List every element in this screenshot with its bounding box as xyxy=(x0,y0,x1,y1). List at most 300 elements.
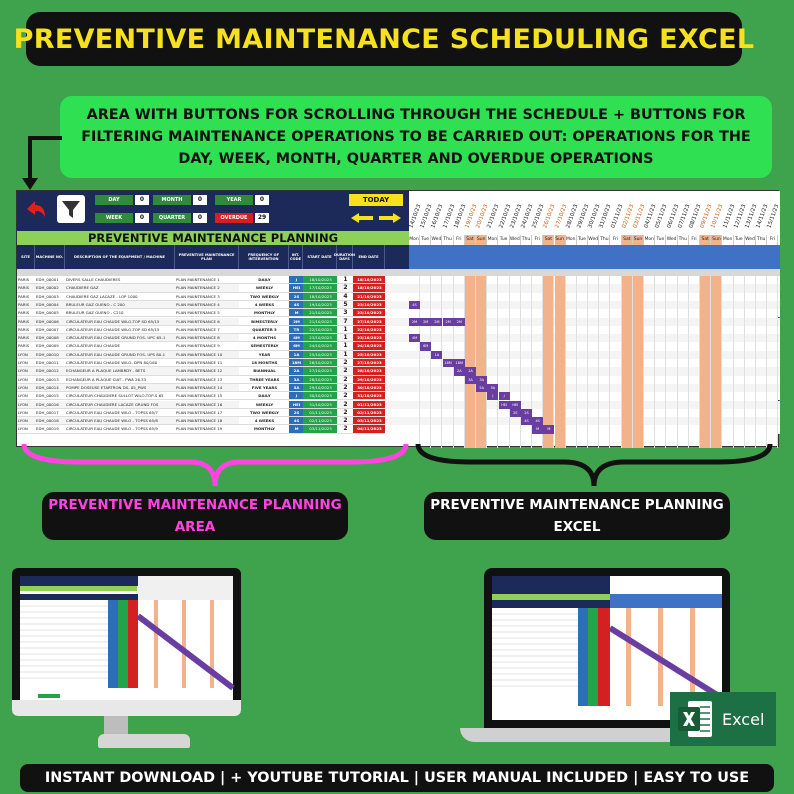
cell-start: 27/10/2023 xyxy=(303,367,337,375)
date-label: 28/10/23 xyxy=(565,203,580,229)
cell-start: 30/10/2023 xyxy=(303,392,337,400)
cell-site: PARIS xyxy=(17,301,35,309)
gantt-grid xyxy=(409,276,780,448)
column-header: FREQUENCY OF INTERVENTION xyxy=(239,245,289,269)
cell-site: LYON xyxy=(17,359,35,367)
cell-desc: CIRCULATEUR EAU CHAUDE WILO-TOP SD 65/15 xyxy=(65,318,175,326)
back-arrow-icon[interactable] xyxy=(21,195,49,223)
day-name: Sat xyxy=(465,235,476,245)
cell-days: 2 xyxy=(337,284,353,292)
cell-days: 2 xyxy=(337,392,353,400)
cell-freq: 18 MONTHS xyxy=(239,359,289,367)
date-label: 18/10/23 xyxy=(453,203,468,229)
cell-freq: QUARTER 3 xyxy=(239,326,289,334)
gantt-column xyxy=(566,276,577,448)
cell-machine: EDH_00015 xyxy=(35,392,65,400)
cell-freq: TWO WEEKLY xyxy=(239,409,289,417)
column-header: PREVENTIVE MAINTENANCE PLAN xyxy=(175,245,239,269)
cell-freq: DAILY xyxy=(239,276,289,284)
cell-start: 03/11/2023 xyxy=(303,425,337,433)
day-name: Tue xyxy=(655,235,666,245)
cell-code: 4M xyxy=(289,334,303,342)
date-label: 29/10/23 xyxy=(576,203,591,229)
cell-days: 4 xyxy=(337,293,353,301)
control-panel xyxy=(17,191,409,231)
day-name: Sun xyxy=(633,235,644,245)
day-name: Fri xyxy=(532,235,543,245)
cell-days: 1 xyxy=(337,351,353,359)
day-name: Fri xyxy=(689,235,700,245)
cell-start: 28/10/2023 xyxy=(303,376,337,384)
cell-machine: EDH_00010 xyxy=(35,351,65,359)
cell-code: 2A xyxy=(289,367,303,375)
cell-start: 17/10/2023 xyxy=(303,284,337,292)
date-label: 25/10/23 xyxy=(531,203,546,229)
column-header: DURATION DAYS xyxy=(337,245,353,269)
cell-freq: YEAR xyxy=(239,351,289,359)
cell-machine: EDH_00013 xyxy=(35,376,65,384)
cell-desc: CHAUDIERE GAZ LACAZE - LOP 1000 xyxy=(65,293,175,301)
cell-plan: PLAN MAINTENANCE 15 xyxy=(175,392,239,400)
cell-start: 19/10/2023 xyxy=(303,301,337,309)
cell-end: 01/11/2023 xyxy=(353,401,385,409)
day-name: Sun xyxy=(711,235,722,245)
date-label: 06/11/23 xyxy=(665,203,681,229)
column-header: MACHINE NO. xyxy=(35,245,65,269)
cell-end: 18/10/2023 xyxy=(353,276,385,284)
gantt-column xyxy=(588,276,599,448)
cell-freq: FIVE YEARS xyxy=(239,384,289,392)
cell-site: LYON xyxy=(17,425,35,433)
gantt-bar: 2S xyxy=(510,409,521,417)
note-line-3: DAY, WEEK, MONTH, QUARTER AND OVERDUE OPERATIONS xyxy=(178,151,654,167)
gantt-bar: HEI xyxy=(499,401,510,409)
cell-end: 03/11/2023 xyxy=(353,417,385,425)
cell-plan: PLAN MAINTENANCE 5 xyxy=(175,309,239,317)
date-label: 10/11/23 xyxy=(710,203,725,229)
cell-code: HEI xyxy=(289,401,303,409)
day-name: Wed xyxy=(431,235,442,245)
cell-plan: PLAN MAINTENANCE 4 xyxy=(175,301,239,309)
cell-plan: PLAN MAINTENANCE 19 xyxy=(175,425,239,433)
cell-site: LYON xyxy=(17,401,35,409)
day-name: Tue xyxy=(734,235,745,245)
gantt-column xyxy=(644,276,655,448)
gantt-column xyxy=(767,276,778,448)
note-line-1: AREA WITH BUTTONS FOR SCROLLING THROUGH THE SCHEDULE + BUTTONS FOR xyxy=(86,107,746,123)
cell-end: 23/10/2023 xyxy=(353,301,385,309)
excel-logo-icon xyxy=(678,699,714,739)
gantt-column xyxy=(655,276,666,448)
cell-site: PARIS xyxy=(17,293,35,301)
day-name: Wed xyxy=(510,235,521,245)
day-name: Tue xyxy=(499,235,510,245)
cell-desc: CIRCULATEUR EAU CHAUDE GRUND FOS- UPC 65-1 xyxy=(65,334,175,342)
cell-end: 22/10/2023 xyxy=(353,326,385,334)
cell-days: 2 xyxy=(337,376,353,384)
monitor-chin xyxy=(12,700,241,716)
cell-plan: PLAN MAINTENANCE 12 xyxy=(175,367,239,375)
date-label: 20/10/23 xyxy=(475,203,490,229)
gantt-column xyxy=(734,276,745,448)
cell-code: 18M xyxy=(289,359,303,367)
gantt-column xyxy=(633,276,644,448)
cell-days: 2 xyxy=(337,359,353,367)
cell-desc: DIVERS SALLE CHAUDIERES xyxy=(65,276,175,284)
filter-year-count: 0 xyxy=(255,195,269,205)
gantt-bar: 2A xyxy=(454,367,465,375)
cell-end: 23/10/2023 xyxy=(353,309,385,317)
cell-start: 23/10/2023 xyxy=(303,334,337,342)
gantt-bar: 2A xyxy=(465,367,476,375)
cell-plan: PLAN MAINTENANCE 2 xyxy=(175,284,239,292)
cell-start: 21/10/2023 xyxy=(303,309,337,317)
column-header: END DATE xyxy=(353,245,385,269)
cell-code: M xyxy=(289,425,303,433)
cell-plan: PLAN MAINTENANCE 11 xyxy=(175,359,239,367)
date-label: 19/10/23 xyxy=(464,203,479,229)
cell-plan: PLAN MAINTENANCE 9 xyxy=(175,342,239,350)
cell-desc: CIRCULATEUR EAU CHAUDE WILO - TOPSS 65/9 xyxy=(65,425,175,433)
day-name: Sat xyxy=(622,235,633,245)
cell-site: PARIS xyxy=(17,318,35,326)
day-name-row xyxy=(409,235,780,245)
cell-days: 7 xyxy=(337,318,353,326)
cell-code: J xyxy=(289,276,303,284)
cell-end: 28/10/2023 xyxy=(353,367,385,375)
date-label: 12/11/23 xyxy=(733,203,748,229)
cell-days: 1 xyxy=(337,326,353,334)
cell-machine: EDH_00019 xyxy=(35,425,65,433)
planning-excel-label xyxy=(424,492,730,540)
gantt-bar: 4S xyxy=(409,301,420,309)
cell-plan: PLAN MAINTENANCE 1 xyxy=(175,276,239,284)
gantt-bar: J xyxy=(487,392,498,400)
day-name: Sat xyxy=(543,235,554,245)
date-label: 30/10/23 xyxy=(587,203,602,229)
gantt-bar: 3A xyxy=(476,376,487,384)
date-label: 11/11/23 xyxy=(721,203,737,229)
gantt-column xyxy=(756,276,767,448)
filter-overdue-label[interactable]: OVERDUE xyxy=(215,213,253,223)
gantt-bar: 18M xyxy=(443,359,454,367)
filter-week-label[interactable]: WEEK xyxy=(95,213,133,223)
cell-site: PARIS xyxy=(17,326,35,334)
cell-code: J xyxy=(289,392,303,400)
cell-plan: PLAN MAINTENANCE 6 xyxy=(175,318,239,326)
filter-day-label[interactable]: DAY xyxy=(95,195,133,205)
gantt-column xyxy=(510,276,521,448)
date-label: 23/10/23 xyxy=(509,203,524,229)
gantt-bar: 4S xyxy=(521,417,532,425)
day-name: Wed xyxy=(588,235,599,245)
gantt-column xyxy=(711,276,722,448)
cell-code: 6M xyxy=(289,342,303,350)
cell-days: 1 xyxy=(337,342,353,350)
cell-end: 21/10/2023 xyxy=(353,293,385,301)
cell-machine: EDH_00012 xyxy=(35,367,65,375)
cell-start: 29/10/2023 xyxy=(303,384,337,392)
cell-desc: CIRCULATEUR EAU CHAUDE xyxy=(65,342,175,350)
date-label: 05/11/23 xyxy=(654,203,669,229)
excel-sheet-screenshot xyxy=(16,190,779,447)
cell-end: 27/10/2023 xyxy=(353,318,385,326)
cell-freq: MONTHLY xyxy=(239,309,289,317)
gantt-column xyxy=(723,276,734,448)
cell-start: 22/10/2023 xyxy=(303,326,337,334)
gantt-column xyxy=(465,276,476,448)
gantt-bar: 4M xyxy=(409,334,420,342)
date-label: 13/11/23 xyxy=(744,203,759,229)
cell-site: LYON xyxy=(17,392,35,400)
cell-plan: PLAN MAINTENANCE 3 xyxy=(175,293,239,301)
cell-code: 4S xyxy=(289,417,303,425)
gantt-column xyxy=(499,276,510,448)
gantt-bar: 5A xyxy=(476,384,487,392)
cell-freq: WEEKLY xyxy=(239,401,289,409)
cell-plan: PLAN MAINTENANCE 8 xyxy=(175,334,239,342)
gantt-bar: 2M xyxy=(420,318,431,326)
cell-desc: CIRCULATEUR EAU CHAUDE WILO- DPN 80/160 xyxy=(65,359,175,367)
day-name: Thu xyxy=(521,235,532,245)
cell-code: TR xyxy=(289,326,303,334)
gantt-column xyxy=(700,276,711,448)
gantt-bar: 6M xyxy=(420,342,431,350)
cell-end: 24/10/2023 xyxy=(353,342,385,350)
gantt-column xyxy=(577,276,588,448)
cell-machine: EDH_00018 xyxy=(35,417,65,425)
cell-desc: CIRCULATEUR EAU CHAUDE GRUND FOS- UPS 80-1 xyxy=(65,351,175,359)
cell-freq: TWO WEEKLY xyxy=(239,293,289,301)
cell-start: 25/10/2023 xyxy=(303,351,337,359)
planning-excel-label-line1: PREVENTIVE MAINTENANCE PLANNING xyxy=(430,497,724,513)
date-label: 09/11/23 xyxy=(699,203,714,229)
day-name: Thu xyxy=(756,235,767,245)
cell-plan: PLAN MAINTENANCE 16 xyxy=(175,401,239,409)
cell-desc: BRULEUR GAZ GUENO - C 200 xyxy=(65,301,175,309)
pointer-arrow-horizontal xyxy=(28,136,62,140)
cell-desc: BRULEUR GAZ GUENO - C210 xyxy=(65,309,175,317)
planning-area-label xyxy=(42,492,348,540)
cell-end: 25/10/2023 xyxy=(353,351,385,359)
gantt-bar: 18M xyxy=(454,359,465,367)
cell-desc: CIRCULATEUR EAU CHAUDE WILO-TOP SD 65/15 xyxy=(65,326,175,334)
filter-year-label[interactable]: YEAR xyxy=(215,195,253,205)
filter-month-count: 0 xyxy=(193,195,207,205)
cell-desc: CIRCULATEUR EAU CHAUDE WILO - TOPSS 65/7 xyxy=(65,409,175,417)
cell-days: 3 xyxy=(337,309,353,317)
gantt-bar: 5A xyxy=(487,384,498,392)
day-name: Tue xyxy=(577,235,588,245)
date-label: 17/10/23 xyxy=(441,203,457,229)
gantt-column xyxy=(689,276,700,448)
cell-start: 31/10/2023 xyxy=(303,401,337,409)
cell-machine: EDH_00002 xyxy=(35,284,65,292)
cell-freq: 4 MONTHS xyxy=(239,334,289,342)
cell-code: 2S xyxy=(289,293,303,301)
cell-desc: ECHANGEUR A PLAQUE CIAT - PWA 26.33 xyxy=(65,376,175,384)
cell-start: 18/10/2023 xyxy=(303,293,337,301)
column-header: START DATE xyxy=(303,245,337,269)
day-name: Fri xyxy=(611,235,622,245)
planning-excel-label-line2: EXCEL xyxy=(553,519,601,535)
cell-machine: EDH_00006 xyxy=(35,318,65,326)
filter-quarter-label[interactable]: QUARTER xyxy=(153,213,191,223)
gantt-bar: 2M xyxy=(443,318,454,326)
cell-days: 2 xyxy=(337,409,353,417)
gantt-column xyxy=(476,276,487,448)
cell-days: 5 xyxy=(337,301,353,309)
cell-freq: SEMESTERLY xyxy=(239,342,289,350)
cell-plan: PLAN MAINTENANCE 7 xyxy=(175,326,239,334)
filter-button[interactable] xyxy=(57,195,85,223)
cell-desc: POMPE DOSEUSE ETARTRON DS- 05_PWS xyxy=(65,384,175,392)
column-header: INT. CODE xyxy=(289,245,303,269)
date-label: 14/10/23 xyxy=(408,203,423,229)
day-name: Thu xyxy=(678,235,689,245)
cell-machine: EDH_00001 xyxy=(35,276,65,284)
day-name: Thu xyxy=(443,235,454,245)
monitor-stand xyxy=(104,716,128,734)
cell-code: 5A xyxy=(289,384,303,392)
date-label: 31/10/23 xyxy=(598,203,613,229)
date-label: 08/11/23 xyxy=(688,203,703,229)
filter-dropdown-row[interactable] xyxy=(17,269,780,276)
day-name: Mon xyxy=(409,235,420,245)
cell-end: 23/10/2023 xyxy=(353,334,385,342)
cell-machine: EDH_00005 xyxy=(35,309,65,317)
cell-end: 31/10/2023 xyxy=(353,392,385,400)
day-name: Wed xyxy=(745,235,756,245)
cell-site: PARIS xyxy=(17,276,35,284)
cell-plan: PLAN MAINTENANCE 18 xyxy=(175,417,239,425)
cell-site: LYON xyxy=(17,417,35,425)
gantt-bar: 2S xyxy=(521,409,532,417)
monitor-screen xyxy=(20,576,233,700)
date-label: 14/11/23 xyxy=(755,203,770,229)
day-name: Fri xyxy=(767,235,778,245)
gantt-column xyxy=(555,276,566,448)
column-headers xyxy=(17,245,409,269)
cell-site: LYON xyxy=(17,409,35,417)
filter-overdue-count: 29 xyxy=(255,213,269,223)
cell-days: 2 xyxy=(337,384,353,392)
cell-machine: EDH_00003 xyxy=(35,293,65,301)
cell-plan: PLAN MAINTENANCE 14 xyxy=(175,384,239,392)
date-label: 02/11/23 xyxy=(621,203,636,229)
gantt-bar: J xyxy=(499,392,510,400)
cell-days: 2 xyxy=(337,367,353,375)
cell-desc: CHAUDIERE GAZ xyxy=(65,284,175,292)
filter-month-label[interactable]: MONTH xyxy=(153,195,191,205)
cell-machine: EDH_00017 xyxy=(35,409,65,417)
cell-desc: CIRCULATEUR EAU CHAUDE WILO - TOPSS 65/8 xyxy=(65,417,175,425)
cell-machine: EDH_00004 xyxy=(35,301,65,309)
date-label: 27/10/23 xyxy=(553,203,569,229)
cell-end: 04/11/2023 xyxy=(353,425,385,433)
date-label: 04/11/23 xyxy=(643,203,658,229)
gantt-column xyxy=(678,276,689,448)
day-name: Sat xyxy=(700,235,711,245)
cell-plan: PLAN MAINTENANCE 17 xyxy=(175,409,239,417)
day-name: Wed xyxy=(667,235,678,245)
cell-code: 3A xyxy=(289,376,303,384)
cell-end: 29/10/2023 xyxy=(353,376,385,384)
excel-text: Excel xyxy=(722,709,765,729)
cell-end: 18/10/2023 xyxy=(353,284,385,292)
date-label: 26/10/23 xyxy=(542,203,557,229)
date-label: 15/10/23 xyxy=(419,203,434,229)
cell-freq: MONTHLY xyxy=(239,425,289,433)
scroll-arrows-icon[interactable] xyxy=(349,211,403,225)
planning-area-label-line2: AREA xyxy=(174,519,216,535)
column-header: SITE xyxy=(17,245,35,269)
cell-start: 26/10/2023 xyxy=(303,359,337,367)
gantt-column xyxy=(420,276,431,448)
cell-code: 2M xyxy=(289,318,303,326)
planning-area-label-line1: PREVENTIVE MAINTENANCE PLANNING xyxy=(48,497,342,513)
cell-code: HEI xyxy=(289,284,303,292)
date-label: 15/11/23 xyxy=(766,203,781,229)
cell-end: 30/10/2023 xyxy=(353,384,385,392)
day-name: Mon xyxy=(644,235,655,245)
cell-freq: BIANNUAL xyxy=(239,367,289,375)
day-name: Mon xyxy=(487,235,498,245)
day-name: Mon xyxy=(566,235,577,245)
black-brace-icon xyxy=(414,440,774,490)
cell-machine: EDH_00014 xyxy=(35,384,65,392)
gantt-column xyxy=(611,276,622,448)
cell-machine: EDH_00008 xyxy=(35,334,65,342)
cell-start: 21/10/2023 xyxy=(303,318,337,326)
gantt-bar: 2M xyxy=(431,318,442,326)
cell-desc: ECHANGEUR A PLAQUE LAMBRDY - BETS xyxy=(65,367,175,375)
mini-gantt-icon xyxy=(20,576,233,700)
excel-badge xyxy=(670,692,776,746)
gantt-bar: 4S xyxy=(532,417,543,425)
monitor-base xyxy=(98,734,190,748)
button-area-note xyxy=(60,96,772,178)
cell-desc: CIRCULATEUR CHAUDIERE LACAZE GRUND FOS xyxy=(65,401,175,409)
cell-days: 1 xyxy=(337,276,353,284)
gantt-bar: 2M xyxy=(409,318,420,326)
cell-machine: EDH_00007 xyxy=(35,326,65,334)
cell-site: LYON xyxy=(17,351,35,359)
cell-site: PARIS xyxy=(17,342,35,350)
today-button[interactable]: TODAY xyxy=(349,194,403,206)
cell-start: 01/11/2023 xyxy=(303,409,337,417)
cell-code: 4S xyxy=(289,301,303,309)
cell-start: 18/10/2023 xyxy=(303,276,337,284)
cell-days: 2 xyxy=(337,401,353,409)
column-header: DESCRIPTION OF THE EQUIPMENT / MACHINE xyxy=(65,245,175,269)
gantt-bar: HEI xyxy=(510,401,521,409)
main-title: PREVENTIVE MAINTENANCE SCHEDULING EXCEL xyxy=(26,12,742,66)
pink-brace-icon xyxy=(20,440,410,490)
cell-freq: DAILY xyxy=(239,392,289,400)
pointer-arrow-vertical xyxy=(28,136,32,180)
gantt-bar: M xyxy=(543,425,554,433)
cell-desc: CIRCULATEUR CHAUDIERE SULLOT WILO-TOP-S 65 xyxy=(65,392,175,400)
day-name: Fri xyxy=(454,235,465,245)
date-label: 16/10/23 xyxy=(430,203,445,229)
cell-code: M xyxy=(289,309,303,317)
cell-days: 1 xyxy=(337,334,353,342)
cell-code: 2S xyxy=(289,409,303,417)
gantt-bar: 1A xyxy=(431,351,442,359)
cell-freq: 4 WEEKS xyxy=(239,301,289,309)
cell-machine: EDH_00011 xyxy=(35,359,65,367)
